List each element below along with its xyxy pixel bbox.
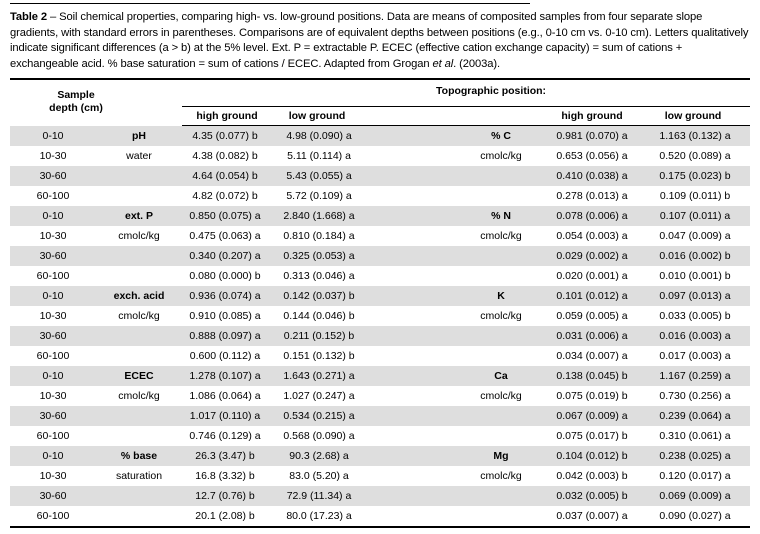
table-row: [10, 306, 750, 326]
caption-et-al: et al: [432, 57, 454, 70]
right-property-cell: K: [454, 286, 548, 306]
depth-cell: 10-30: [39, 230, 67, 242]
header-left-low-ground: low ground: [272, 107, 362, 126]
left-high-ground-value: 0.746 (0.129) a: [189, 430, 261, 442]
left-property-cell: [96, 426, 182, 446]
spacer-cell: [362, 386, 454, 406]
table-row: [10, 166, 750, 186]
left-property-cell: [96, 186, 182, 206]
right-property-cell: [454, 266, 548, 286]
right-high-ground-value: 0.138 (0.045) b: [548, 366, 636, 386]
left-property-cell: [96, 266, 182, 286]
caption-top-rule: [10, 3, 530, 4]
left-low-ground-value: 0.313 (0.046) a: [283, 270, 355, 282]
depth-cell: 0-10: [10, 446, 96, 466]
right-property-cell: cmolc/kg: [480, 310, 522, 322]
spacer-cell: [362, 426, 454, 446]
left-high-ground-value: 1.278 (0.107) a: [182, 366, 272, 386]
left-property-cell: ECEC: [96, 366, 182, 386]
left-low-ground-value: 0.534 (0.215) a: [272, 406, 362, 426]
table-row: [10, 406, 750, 426]
spacer-cell: [362, 406, 454, 426]
depth-cell: 0-10: [10, 286, 96, 306]
depth-cell: 30-60: [10, 246, 96, 266]
spacer-cell: [362, 206, 454, 226]
spacer-cell: [362, 146, 454, 166]
right-low-ground-value: 0.047 (0.009) a: [659, 230, 731, 242]
right-property-cell: [454, 506, 548, 527]
header-topographic-position: Topographic position:: [362, 79, 750, 107]
table-row: [10, 506, 750, 527]
depth-cell: 0-10: [10, 206, 96, 226]
right-property-cell: % C: [454, 126, 548, 147]
caption-text-end: . (2003a).: [453, 57, 501, 70]
spacer-cell: [362, 286, 454, 306]
spacer-cell: [362, 446, 454, 466]
spacer-cell: [362, 346, 454, 366]
depth-cell: 60-100: [10, 506, 96, 527]
left-high-ground-value: 0.910 (0.085) a: [189, 310, 261, 322]
right-property-cell: [454, 406, 548, 426]
right-property-cell: cmolc/kg: [480, 470, 522, 482]
left-property-cell: cmolc/kg: [118, 390, 160, 402]
right-low-ground-value: 1.167 (0.259) a: [636, 366, 750, 386]
left-high-ground-value: 16.8 (3.32) b: [195, 470, 255, 482]
left-low-ground-value: 5.11 (0.114) a: [287, 150, 351, 162]
spacer-cell: [362, 366, 454, 386]
right-property-cell: [454, 326, 548, 346]
header-sample-depth: [10, 79, 182, 126]
right-high-ground-value: 0.410 (0.038) a: [548, 166, 636, 186]
left-high-ground-value: 0.600 (0.112) a: [189, 350, 261, 362]
left-high-ground-value: 0.850 (0.075) a: [182, 206, 272, 226]
left-low-ground-value: 0.151 (0.132) b: [283, 350, 355, 362]
left-property-cell: cmolc/kg: [118, 310, 160, 322]
right-property-cell: [454, 186, 548, 206]
right-low-ground-value: 0.175 (0.023) b: [636, 166, 750, 186]
depth-cell: 30-60: [10, 486, 96, 506]
depth-cell: 10-30: [39, 390, 67, 402]
right-low-ground-value: 0.107 (0.011) a: [636, 206, 750, 226]
header-left-high-ground: high ground: [182, 107, 272, 126]
left-property-cell: [96, 246, 182, 266]
right-property-cell: [454, 246, 548, 266]
right-low-ground-value: 0.090 (0.027) a: [636, 506, 750, 527]
left-low-ground-value: 1.643 (0.271) a: [272, 366, 362, 386]
right-low-ground-value: 0.109 (0.011) b: [659, 190, 731, 202]
right-low-ground-value: 0.033 (0.005) b: [659, 310, 731, 322]
right-low-ground-value: 0.120 (0.017) a: [659, 470, 731, 482]
caption-dash: –: [47, 11, 60, 23]
right-high-ground-value: 0.059 (0.005) a: [556, 310, 628, 322]
left-high-ground-value: 4.82 (0.072) b: [192, 190, 258, 202]
right-low-ground-value: 0.097 (0.013) a: [636, 286, 750, 306]
right-high-ground-value: 0.101 (0.012) a: [548, 286, 636, 306]
left-high-ground-value: 1.086 (0.064) a: [189, 390, 261, 402]
right-high-ground-value: 0.104 (0.012) b: [548, 446, 636, 466]
right-high-ground-value: 0.278 (0.013) a: [556, 190, 628, 202]
right-high-ground-value: 0.981 (0.070) a: [548, 126, 636, 147]
soil-properties-table: [10, 78, 750, 528]
right-high-ground-value: 0.032 (0.005) b: [548, 486, 636, 506]
spacer-cell: [362, 246, 454, 266]
right-high-ground-value: 0.653 (0.056) a: [556, 150, 628, 162]
left-high-ground-value: 4.64 (0.054) b: [182, 166, 272, 186]
spacer-cell: [362, 306, 454, 326]
left-low-ground-value: 5.43 (0.055) a: [272, 166, 362, 186]
right-low-ground-value: 0.016 (0.002) b: [636, 246, 750, 266]
right-property-cell: cmolc/kg: [480, 390, 522, 402]
left-high-ground-value: 0.888 (0.097) a: [182, 326, 272, 346]
left-high-ground-value: 0.475 (0.063) a: [189, 230, 261, 242]
table-row: [10, 486, 750, 506]
spacer-cell: [362, 226, 454, 246]
left-property-cell: [96, 506, 182, 527]
right-property-cell: [454, 166, 548, 186]
left-high-ground-value: 12.7 (0.76) b: [182, 486, 272, 506]
left-property-cell: saturation: [115, 470, 163, 482]
right-low-ground-value: 0.238 (0.025) a: [636, 446, 750, 466]
depth-cell: 60-100: [36, 270, 70, 282]
left-low-ground-value: 0.568 (0.090) a: [283, 430, 355, 442]
right-high-ground-value: 0.037 (0.007) a: [548, 506, 636, 527]
right-high-ground-value: 0.075 (0.017) b: [556, 430, 628, 442]
left-low-ground-value: 0.810 (0.184) a: [283, 230, 355, 242]
right-low-ground-value: 0.310 (0.061) a: [659, 430, 731, 442]
left-property-cell: [96, 346, 182, 366]
table-row: [10, 186, 750, 206]
right-low-ground-value: 0.520 (0.089) a: [659, 150, 731, 162]
table-body: [10, 126, 750, 528]
right-property-cell: cmolc/kg: [480, 150, 522, 162]
right-low-ground-value: 0.069 (0.009) a: [636, 486, 750, 506]
right-high-ground-value: 0.054 (0.003) a: [556, 230, 628, 242]
depth-cell: 10-30: [39, 310, 67, 322]
right-high-ground-value: 0.034 (0.007) a: [556, 350, 628, 362]
left-high-ground-value: 0.936 (0.074) a: [182, 286, 272, 306]
left-property-cell: [96, 166, 182, 186]
left-property-cell: [96, 486, 182, 506]
spacer-cell: [362, 126, 454, 147]
left-low-ground-value: 2.840 (1.668) a: [272, 206, 362, 226]
right-low-ground-value: 0.010 (0.001) b: [659, 270, 731, 282]
left-high-ground-value: 0.080 (0.000) b: [189, 270, 261, 282]
table-row: [10, 326, 750, 346]
right-property-cell: Mg: [454, 446, 548, 466]
depth-cell: 60-100: [36, 430, 70, 442]
right-high-ground-value: 0.029 (0.002) a: [548, 246, 636, 266]
table-row: [10, 366, 750, 386]
left-low-ground-value: 90.3 (2.68) a: [272, 446, 362, 466]
spacer-cell: [362, 486, 454, 506]
left-low-ground-value: 72.9 (11.34) a: [272, 486, 362, 506]
right-property-cell: Ca: [454, 366, 548, 386]
left-property-cell: [96, 326, 182, 346]
spacer-cell: [362, 466, 454, 486]
table-row: [10, 206, 750, 226]
right-high-ground-value: 0.020 (0.001) a: [556, 270, 628, 282]
right-low-ground-value: 0.017 (0.003) a: [659, 350, 731, 362]
left-high-ground-value: 26.3 (3.47) b: [182, 446, 272, 466]
left-high-ground-value: 20.1 (2.08) b: [182, 506, 272, 527]
left-low-ground-value: 0.142 (0.037) b: [272, 286, 362, 306]
left-low-ground-value: 80.0 (17.23) a: [272, 506, 362, 527]
left-low-ground-value: 0.211 (0.152) b: [272, 326, 362, 346]
left-property-cell: % base: [96, 446, 182, 466]
depth-cell: 30-60: [10, 326, 96, 346]
right-high-ground-value: 0.067 (0.009) a: [548, 406, 636, 426]
left-low-ground-value: 0.144 (0.046) b: [283, 310, 355, 322]
right-high-ground-value: 0.078 (0.006) a: [548, 206, 636, 226]
table-row: [10, 286, 750, 306]
depth-cell: 0-10: [10, 126, 96, 147]
depth-cell: 0-10: [10, 366, 96, 386]
table-row: [10, 246, 750, 266]
left-high-ground-value: 1.017 (0.110) a: [182, 406, 272, 426]
caption-text: Soil chemical properties, comparing high- vs. low-ground positions. Data are means of composited samples from four separate slope gradients, with standard errors in parentheses. Comparisons are of equivalent depths between positions (e.g., 0-10 cm vs. 0-10 cm). Letters qualitatively indicate significant differences (a > b) at the 5% level. Ext. P = extractable P. ECEC (effective cation exchange capacity) = sum of cations + exchangeable acid. % base saturation = sum of cations / ECEC. Adapted from Grogan: [10, 11, 749, 70]
left-low-ground-value: 1.027 (0.247) a: [283, 390, 355, 402]
left-property-cell: pH: [96, 126, 182, 147]
depth-cell: 30-60: [10, 166, 96, 186]
table-row: [10, 146, 750, 166]
table-row: [10, 446, 750, 466]
table-row: [10, 226, 750, 246]
depth-cell: 10-30: [39, 470, 67, 482]
left-property-cell: cmolc/kg: [118, 230, 160, 242]
table-row: [10, 386, 750, 406]
right-high-ground-value: 0.031 (0.006) a: [548, 326, 636, 346]
spacer-cell: [362, 266, 454, 286]
left-low-ground-value: 0.325 (0.053) a: [272, 246, 362, 266]
table-row: [10, 426, 750, 446]
left-low-ground-value: 5.72 (0.109) a: [286, 190, 352, 202]
table-row: [10, 346, 750, 366]
header-right-high-ground: high ground: [548, 107, 636, 126]
left-high-ground-value: 4.38 (0.082) b: [192, 150, 258, 162]
left-property-cell: exch. acid: [96, 286, 182, 306]
left-property-cell: ext. P: [96, 206, 182, 226]
right-property-cell: [454, 486, 548, 506]
header-sample-label: Sample: [57, 89, 95, 101]
spacer-cell: [362, 506, 454, 527]
right-property-cell: [454, 426, 548, 446]
right-low-ground-value: 0.016 (0.003) a: [636, 326, 750, 346]
spacer-cell: [362, 166, 454, 186]
header-depth-label: depth (cm): [49, 102, 103, 114]
left-property-cell: [96, 406, 182, 426]
depth-cell: 10-30: [39, 150, 67, 162]
right-high-ground-value: 0.075 (0.019) b: [556, 390, 628, 402]
right-low-ground-value: 0.239 (0.064) a: [636, 406, 750, 426]
right-property-cell: % N: [454, 206, 548, 226]
depth-cell: 30-60: [10, 406, 96, 426]
left-property-cell: water: [126, 150, 152, 162]
left-low-ground-value: 83.0 (5.20) a: [289, 470, 349, 482]
right-property-cell: cmolc/kg: [480, 230, 522, 242]
depth-cell: 60-100: [36, 350, 70, 362]
left-high-ground-value: 0.340 (0.207) a: [182, 246, 272, 266]
header-right-low-ground: low ground: [636, 107, 750, 126]
right-high-ground-value: 0.042 (0.003) b: [556, 470, 628, 482]
table-row: [10, 466, 750, 486]
table-row: [10, 126, 750, 147]
depth-cell: 60-100: [36, 190, 70, 202]
spacer-cell: [362, 326, 454, 346]
caption-label: Table 2: [10, 11, 48, 23]
left-low-ground-value: 4.98 (0.090) a: [272, 126, 362, 147]
table-caption: [10, 10, 750, 72]
right-low-ground-value: 1.163 (0.132) a: [636, 126, 750, 147]
right-property-cell: [454, 346, 548, 366]
table-row: [10, 266, 750, 286]
left-high-ground-value: 4.35 (0.077) b: [182, 126, 272, 147]
right-low-ground-value: 0.730 (0.256) a: [659, 390, 731, 402]
spacer-cell: [362, 186, 454, 206]
